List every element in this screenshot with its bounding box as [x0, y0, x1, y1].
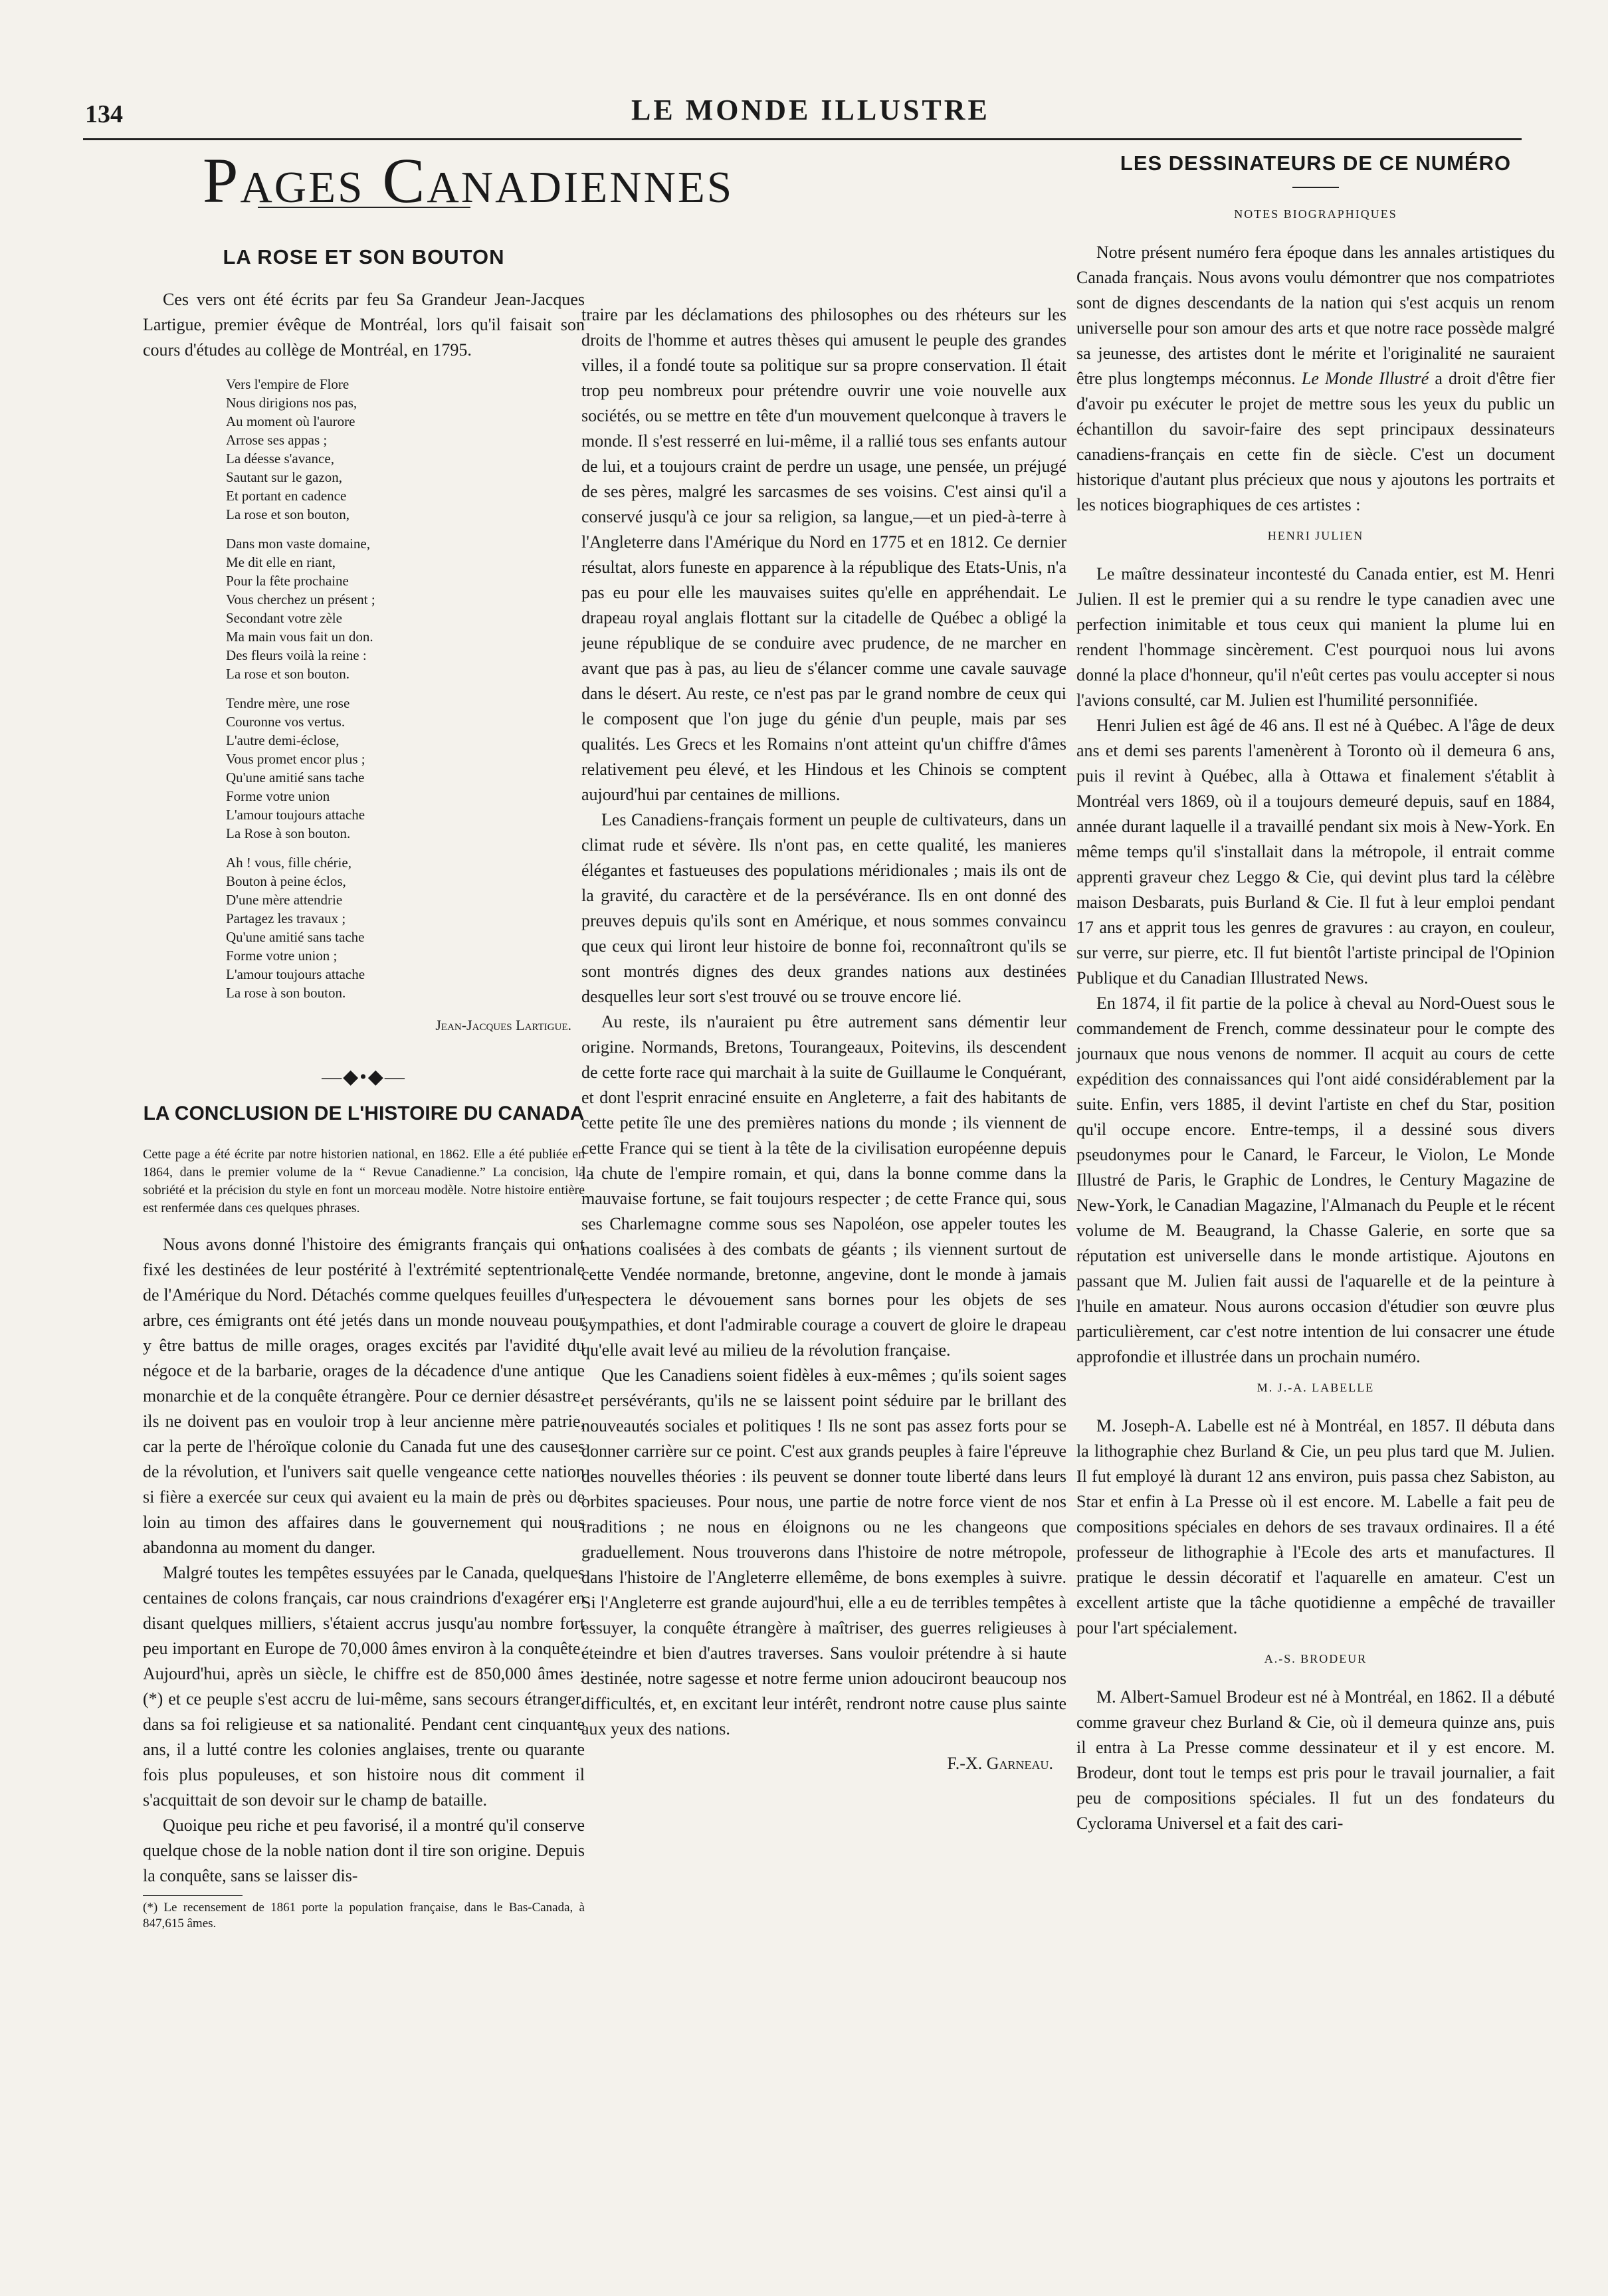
conclusion-paragraph: Les Canadiens-français forment un peuple de cultivateurs, dans un climat rude et sévère. Ils n'ont pas, en cette qualité, les manieres élégantes et fastueuses des populations méridionales ; mais ils ont de la gravité, du caractère et de la persévérance. Ils en ont donné des preuves depuis qu'ils sont en Amérique, et nous sommes convaincu que ceux qui liront leur histoire de bonne foi, reconnaîtront qu'ils se sont montrés dignes des deux grandes nations aux destinées desquelles leur sort s'est trouvé ou se trouve encore lié.: [581, 810, 1066, 1006]
garneau-signature: F.-X. Garneau.: [947, 1754, 1053, 1773]
poem-line: Nous dirigions nos pas,: [226, 395, 357, 411]
poem-line: Tendre mère, une rose: [226, 695, 350, 711]
conclusion-paragraph: traire par les déclamations des philosophes ou des rhéteurs sur les droits de l'homme et autres thèses qui amusent le peuple des grandes villes, il a fondé toute sa politique sur sa propre conservation. Il était trop peu nombreux pour prétendre ouvrir une voie nouvelle aux sociétés, ou se mettre en tête d'un mouvement quelconque à travers le monde. Il s'est resserré en lui-même, il a rallié tous ses enfants autour de lui, et a toujours craint de perdre un usage, une pensée, un préjugé de ses pères, malgré les sarcasmes de ses voisins. C'est ainsi qu'il a conservé jusqu'à ce jour sa religion, sa langue,—et un pied-à-terre à l'Angleterre dans l'Amérique du Nord en 1775 et en 1812. Ce dernier résultat, alors funeste en apparence à la république des Etats-Unis, n'a pas eu pour elle les mauvaises suites qu'elle en appréhendait. Le drapeau royal anglais flottant sur la citadelle de Québec a obligé la jeune république de se conduire avec prudence, de ne marcher en avant que pas à pas, au lieu de s'élancer comme une cavale sauvage dans le désert. Au reste, ce n'est pas par le grand nombre de ceux qui le composent que l'on juge du génie d'un peuple, mais par ses qualités. Les Grecs et les Romains n'ont atteint qu'un chiffre d'âmes relativement peu élevé, et les Hindous et les Chinois se comptent aujourd'hui par centaines de millions.: [581, 305, 1066, 804]
intro-text: Notre présent numéro fera époque dans les annales artistiques du Canada français. Nous avons voulu démontrer que nos compatriotes sont de dignes descendants de la nation qui s'est acquis un renom universelle pour son amour des arts et que notre race possède malgré sa jeunesse, des artistes dont le mérite et l'originalité ne sauraient être plus longtemps méconnus.: [1076, 243, 1555, 388]
main-title: Pages Canadiennes: [203, 145, 734, 216]
poem-line: Qu'une amitié sans tache: [226, 770, 365, 785]
poem-line: Sautant sur le gazon,: [226, 469, 342, 485]
labelle-paragraph: M. Joseph-A. Labelle est né à Montréal, en 1857. Il débuta dans la lithographie chez Burland & Cie, un peu plus tard que M. Julien. Il fut employé là durant 12 ans environ, puis passa chez Sabiston, au Star et enfin à La Presse où il est encore. M. Labelle a fait peu de compositions spéciales en dehors de ses travaux ordinaires. Il a été professeur de lithographie à l'Ecole des arts et manufactures. Il pratique le dessin décoratif et l'aquarelle en amateur. C'est un excellent artiste que la tâche quotidienne a empêché de travailler pour l'art spécialement.: [1076, 1416, 1555, 1637]
poem-line: Dans mon vaste domaine,: [226, 536, 370, 552]
poem-line: Forme votre union ;: [226, 948, 338, 964]
poem-line: L'amour toujours attache: [226, 807, 365, 823]
fleuron-ornament: ―◆•◆―: [322, 1066, 406, 1088]
conclusion-paragraph: Malgré toutes les tempêtes essuyées par le Canada, quelques centaines de colons français, car nous craindrions d'exagérer en disant quelques milliers, s'étaient accrus jusqu'au nombre fort peu important en Europe de 70,000 âmes environ à la conquête. Aujourd'hui, après un siècle, le chiffre est de 850,000 âmes ; (*) et ce peuple s'est accru de lui-même, sans secours étranger, dans sa foi religieuse et sa nationalité. Pendant cent cinquante ans, il a lutté contre les colonies anglaises, trente ou quarante fois plus populeuses, et son histoire nous dit comment il s'acquittait de son devoir sur le champ de bataille.: [143, 1563, 585, 1810]
poem-stanza-4: [226, 853, 585, 1002]
conclusion-paragraph: Nous avons donné l'histoire des émigrants français qui ont fixé les destinées de leur postérité à l'extrémité septentrionale de l'Amérique du Nord. Détachés comme quelques feuilles d'un arbre, ces émigrants ont été jetés dans un monde nouveau pour y être battus de mille orages, orages excités par l'avidité du négoce et de la barbarie, orages de la décadence d'une antique monarchie et de la conquête étrangère. Pour ce dernier désastre, ils ne doivent pas en vouloir trop à leur ancienne mère patrie, car la perte de l'héroïque colonie du Canada fut une des causes de la révolution, et l'univers sait quelle vengeance cette nation si fière a exercée sur ceux qui avaient eu la main de près ou de loin au timon des affaires dans le gouvernement qui nous abandonna au moment du danger.: [143, 1235, 585, 1557]
poem-line: La rose et son bouton.: [226, 666, 350, 682]
page-number: 134: [85, 100, 123, 128]
poem-line: Vous cherchez un présent ;: [226, 591, 375, 607]
intro-journal-name: Le Monde Illustré: [1301, 369, 1429, 388]
artists-subtitle: NOTES BIOGRAPHIQUES: [1234, 207, 1397, 221]
footnote-rule: [143, 1895, 243, 1896]
poem-line: Forme votre union: [226, 788, 330, 804]
conclusion-paragraph: Que les Canadiens soient fidèles à eux-mêmes ; qu'ils soient sages et persévérants, qu'ils ne se laissent point séduire par le brillant des nouveautés sociales et politiques ! Ils ne sont pas assez forts pour se donner carrière sur ce point. C'est aux grands peuples à faire l'épreuve des nouvelles théories : ils peuvent se donner toute liberté dans leurs orbites spacieuses. Pour nous, une partie de notre force vient de nos traditions ; ne nous en éloignons ou ne les changeons que graduellement. Nous trouverons dans l'histoire de notre métropole, dans l'histoire de l'Angleterre ellemême, de bons exemples à suivre. Si l'Angleterre est grande aujourd'hui, elle a eu de terribles tempêtes à essuyer, la conquête étrangère à maîtriser, des guerres religieuses à éteindre et bien d'autres traverses. Sans vouloir prétendre à si haute destinée, notre sagesse et notre ferme union adouciront beaucoup nos difficultés, et, en excitant leur intérêt, rendront notre cause plus sainte aux yeux des nations.: [581, 1366, 1066, 1738]
brodeur-paragraph: M. Albert-Samuel Brodeur est né à Montréal, en 1862. Il a débuté comme graveur chez Burland & Cie, où il demeura quinze ans, puis il entra à La Presse comme dessinateur et il y est encore. M. Brodeur, dont tout le temps est pris pour le travail journalier, a fait peu de compositions spéciales. Il fut un des fondateurs du Cyclorama Universel et a fait des cari-: [1076, 1687, 1555, 1833]
poem-line: La rose et son bouton,: [226, 506, 350, 522]
poem-line: Secondant votre zèle: [226, 610, 342, 626]
poem-line: Qu'une amitié sans tache: [226, 929, 365, 945]
labelle-heading: M. J.-A. LABELLE: [1256, 1381, 1375, 1394]
poem-line: D'une mère attendrie: [226, 892, 343, 908]
poem-stanza-2: [226, 534, 585, 683]
column-1: [143, 145, 734, 1932]
poem-line: Vous promet encor plus ;: [226, 751, 365, 767]
julien-paragraph: Henri Julien est âgé de 46 ans. Il est né à Québec. A l'âge de deux ans et demi ses parents l'amenèrent à Toronto où il demeura 6 ans, puis il revint à Québec, alla à Ottawa et finalement s'établit à Montréal vers 1869, où il a toujours demeuré depuis, sauf en 1884, année durant laquelle il a travaillé pendant six mois à New-York. En même temps qu'il s'installait dans la métropole, il entrait comme apprenti graveur chez Leggo & Cie, qui devint plus tard la célèbre maison Desbarats, puis Burland & Cie. Il fut à leur emploi pendant 17 ans et apprit tous les genres de gravures : au crayon, en couleur, sur verre, sur pierre, etc. Il fut bientôt l'artiste principal de l'Opinion Publique et du Canadian Illustrated News.: [1076, 716, 1555, 988]
footnote: (*) Le recensement de 1861 porte la population française, dans le Bas-Canada, à 847,615 âmes.: [143, 1901, 585, 1931]
artists-intro: [1076, 240, 1555, 518]
poem-stanza-1: [226, 375, 585, 524]
poem-line: Vers l'empire de Flore: [226, 376, 350, 392]
poem-line: Ah ! vous, fille chérie,: [226, 855, 352, 871]
header-rule: [83, 138, 1522, 140]
poem-line: Ma main vous fait un don.: [226, 629, 373, 645]
julien-paragraph: En 1874, il fit partie de la police à cheval au Nord-Ouest sous le commandement de French, comme dessinateur pour le compte des journaux que nous venons de nommer. Il acquit au cours de cette expédition des connaissances qui l'ont aidé considérablement par la suite. Enfin, vers 1885, il devint l'artiste en chef du Star, position qu'il occupe encore. Entre-temps, il a dessiné sous divers pseudonymes pour le Canard, le Farceur, le Violon, Le Monde Illustré de Paris, le Graphic de Londres, le Century Magazine de New-York, le Canadian Magazine, l'Almanach du Peuple et le récent volume de M. Beaugrand, la Chasse Galerie, en sorte que sa réputation est universelle dans le monde artistique. Ajoutons en passant que M. Julien fait aussi de l'aquarelle et de la peinture à l'huile en amateur. Nous aurons occasion d'étudier son œuvre plus particulièrement, car c'est notre intention de lui consacrer une étude approfondie et illustrée dans un prochain numéro.: [1076, 993, 1555, 1366]
julien-paragraph: Le maître dessinateur incontesté du Canada entier, est M. Henri Julien. Il est le premier qui a su rendre le type canadien avec une perfection inimitable et tous ceux qui manient la plume lui en rendent l'hommage sincèrement. C'est pourquoi nous lui avons donné la place d'honneur, qu'il n'eût certes pas voulu accepter si nous l'avions consulté, car M. Julien est l'humilité personnifiée.: [1076, 564, 1555, 710]
column-3: [1076, 150, 1555, 1836]
conclusion-note: Cette page a été écrite par notre historien national, en 1862. Elle a été publiée en 1864, dans le premier volume de la “ Revue Canadienne.” La concision, la sobriété et la précision du style en font un morceau modèle. Notre histoire entière est renfermée dans ces quelques phrases.: [143, 1147, 585, 1215]
poem-line: Me dit elle en riant,: [226, 554, 336, 570]
rose-signature: Jean-Jacques Lartigue.: [435, 1017, 571, 1033]
poem-line: L'autre demi-éclose,: [226, 732, 340, 748]
poem-line: La Rose à son bouton.: [226, 825, 351, 841]
rose-intro: Ces vers ont été écrits par feu Sa Grandeur Jean-Jacques Lartigue, premier évêque de Montréal, lors qu'il faisait son cours d'études au collège de Montréal, en 1795.: [143, 290, 585, 360]
poem-line: La déesse s'avance,: [226, 451, 334, 467]
poem-line: Et portant en cadence: [226, 488, 347, 504]
artists-rule: [1292, 187, 1339, 188]
poem-line: L'amour toujours attache: [226, 966, 365, 982]
poem: [226, 375, 585, 1002]
artists-title: LES DESSINATEURS DE CE NUMÉRO: [1120, 152, 1512, 175]
brodeur-heading: A.-S. BRODEUR: [1264, 1652, 1367, 1665]
poem-line: Bouton à peine éclos,: [226, 873, 346, 889]
conclusion-paragraph: Quoique peu riche et peu favorisé, il a montré qu'il conserve quelque chose de la noble nation dont il tire son origine. Depuis la conquête, sans se laisser dis-: [143, 1816, 585, 1885]
conclusion-title: LA CONCLUSION DE L'HISTOIRE DU CANADA: [143, 1102, 585, 1124]
intro-text-rest: a droit d'être fier d'avoir pu exécuter le projet de mettre sous les yeux du public un échantillon du savoir-faire des sept principaux dessinateurs canadiens-français en cette fin de siècle. C'est un document historique d'autant plus précieux que nous y ajoutons les portraits et les notices biographiques de ces artistes :: [1076, 369, 1556, 514]
rose-title: LA ROSE ET SON BOUTON: [223, 245, 505, 268]
poem-line: Des fleurs voilà la reine :: [226, 647, 367, 663]
poem-line: Au moment où l'aurore: [226, 413, 355, 429]
poem-line: Arrose ses appas ;: [226, 432, 328, 448]
conclusion-paragraph: Au reste, ils n'auraient pu être autrement sans démentir leur origine. Normands, Bretons, Tourangeaux, Poitevins, ils descendent de cette forte race qui marchait à la suite de Guillaume le Conquérant, et dont l'esprit enraciné ensuite en Angleterre, a fait des habitants de cette petite île une des premières nations du monde ; ils viennent de cette France qui se tient à la tête de la civilisation européenne depuis la chute de l'empire romain, et qui, dans la bonne comme dans la mauvaise fortune, se fait toujours respecter ; de cette France qui, sous ses Charlemagne comme sous ses Napoléon, ose appeler toutes les nations coalisées à des combats de géants ; ils viennent surtout de cette Vendée normande, bretonne, angevine, dont le monde à jamais respectera le dévouement sans bornes pour les objets de ses sympathies, et dont l'admirable courage a couvert de gloire le drapeau qu'elle avait levé au milieu de la révolution française.: [581, 1012, 1066, 1360]
poem-line: La rose à son bouton.: [226, 985, 346, 1001]
julien-heading: HENRI JULIEN: [1267, 529, 1364, 542]
poem-line: Pour la fête prochaine: [226, 573, 349, 589]
poem-line: Couronne vos vertus.: [226, 714, 346, 730]
column-2: [581, 302, 1066, 1776]
poem-stanza-3: [226, 694, 585, 843]
journal-title: LE MONDE ILLUSTRE: [631, 94, 990, 126]
poem-line: Partagez les travaux ;: [226, 910, 346, 926]
